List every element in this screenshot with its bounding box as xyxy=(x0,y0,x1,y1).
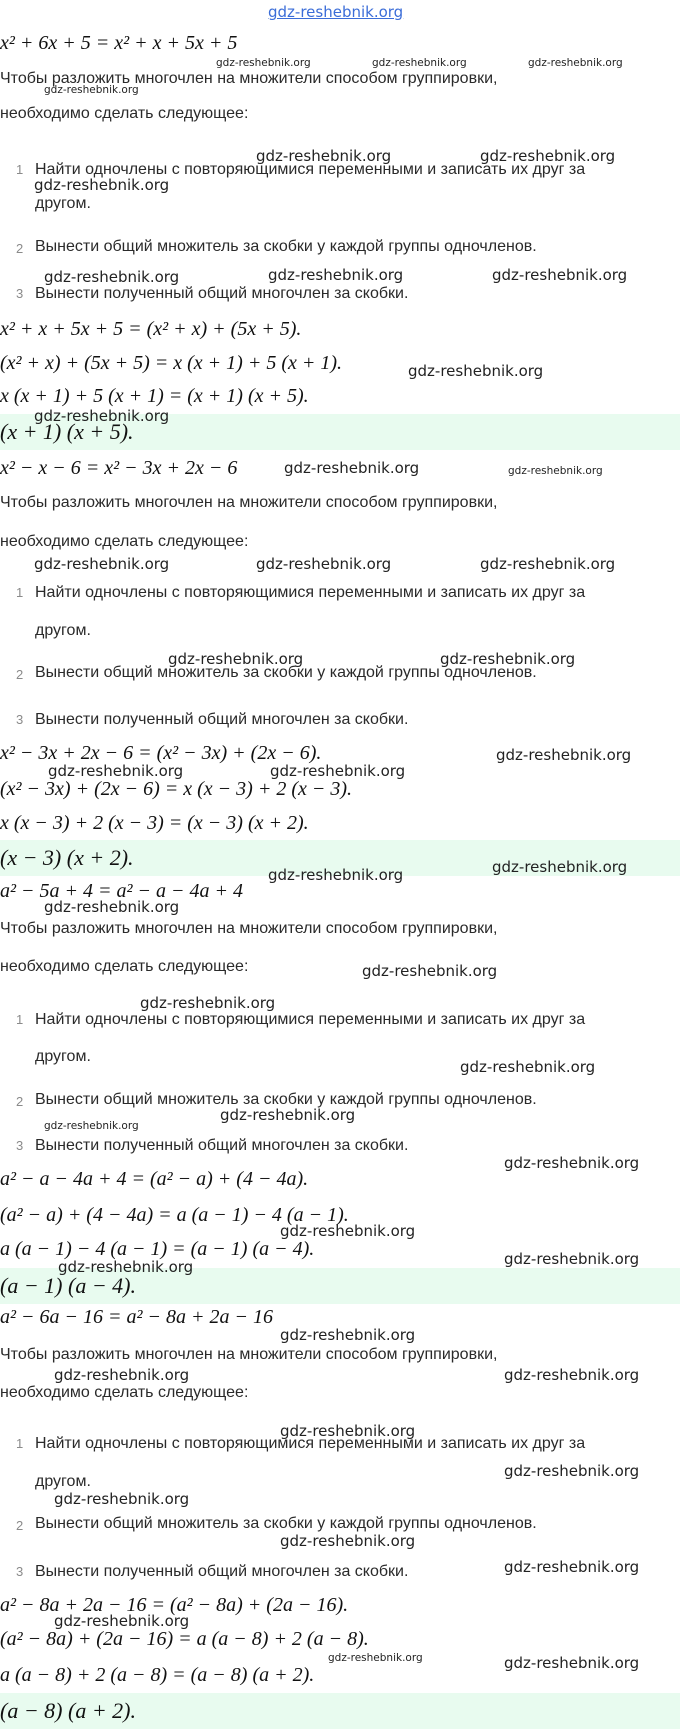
watermark: gdz-reshebnik.org xyxy=(44,1120,139,1132)
watermark: gdz-reshebnik.org xyxy=(34,407,170,425)
step-number: 3 xyxy=(16,712,24,727)
problem-4-step-2: (a² − 8a) + (2a − 16) = a (a − 8) + 2 (a − 8). xyxy=(0,1628,369,1650)
watermark: gdz-reshebnik.org xyxy=(256,555,392,573)
answer-text: (a − 1) (a − 4). xyxy=(0,1273,136,1298)
step-text: Вынести полученный общий многочлен за скобки. xyxy=(35,711,409,728)
watermark: gdz-reshebnik.org xyxy=(460,1058,596,1076)
answer-text: (x − 3) (x + 2). xyxy=(0,845,134,870)
intro-line-2: необходимо сделать следующее: xyxy=(0,105,249,122)
step-text: Найти одночлены с повторяющимися переменными и записать их друг за xyxy=(35,584,586,601)
intro-line-1: Чтобы разложить многочлен на множители способом группировки, xyxy=(0,494,498,511)
watermark: gdz-reshebnik.org xyxy=(44,898,180,916)
step-1-cont: другом. xyxy=(35,1473,91,1490)
step-text: Вынести полученный общий многочлен за скобки. xyxy=(35,285,409,302)
watermark: gdz-reshebnik.org xyxy=(256,147,392,165)
step-text: Вынести общий множитель за скобки у каждой группы одночленов. xyxy=(35,664,537,681)
step-number: 2 xyxy=(16,667,24,682)
intro-line-2: необходимо сделать следующее: xyxy=(0,958,249,975)
watermark: gdz-reshebnik.org xyxy=(508,465,603,477)
watermark: gdz-reshebnik.org xyxy=(504,1462,640,1480)
step-1-cont: другом. xyxy=(35,195,91,212)
problem-4-answer xyxy=(0,1693,680,1729)
problem-4-statement: a² − 6a − 16 = a² − 8a + 2a − 16 xyxy=(0,1306,273,1328)
intro-line-1: Чтобы разложить многочлен на множители способом группировки, xyxy=(0,920,498,937)
watermark: gdz-reshebnik.org xyxy=(408,362,544,380)
step-number: 2 xyxy=(16,1518,24,1533)
watermark: gdz-reshebnik.org xyxy=(480,555,616,573)
watermark: gdz-reshebnik.org xyxy=(54,1490,190,1508)
step-text: Вынести полученный общий многочлен за скобки. xyxy=(35,1563,409,1580)
problem-1-step-1: x² + x + 5x + 5 = (x² + x) + (5x + 5). xyxy=(0,318,302,340)
watermark: gdz-reshebnik.org xyxy=(328,1652,423,1664)
step-number: 1 xyxy=(16,162,24,177)
watermark: gdz-reshebnik.org xyxy=(504,1558,640,1576)
step-number: 3 xyxy=(16,286,24,301)
step-number: 2 xyxy=(16,241,24,256)
step-text: Вынести общий множитель за скобки у каждой группы одночленов. xyxy=(35,238,537,255)
watermark: gdz-reshebnik.org xyxy=(492,858,628,876)
problem-2-step-2: (x² − 3x) + (2x − 6) = x (x − 3) + 2 (x − 3). xyxy=(0,778,353,800)
watermark: gdz-reshebnik.org xyxy=(492,266,628,284)
step-text: Вынести полученный общий многочлен за скобки. xyxy=(35,1137,409,1154)
problem-3-statement: a² − 5a + 4 = a² − a − 4a + 4 xyxy=(0,880,243,902)
intro-line-1: Чтобы разложить многочлен на множители способом группировки, xyxy=(0,70,498,87)
problem-3-step-1: a² − a − 4a + 4 = (a² − a) + (4 − 4a). xyxy=(0,1168,309,1190)
watermark: gdz-reshebnik.org xyxy=(140,994,276,1012)
header-watermark-link[interactable]: gdz-reshebnik.org xyxy=(268,3,404,21)
answer-text: (a − 8) (a + 2). xyxy=(0,1698,136,1723)
problem-2-step-3: x (x − 3) + 2 (x − 3) = (x − 3) (x + 2). xyxy=(0,812,309,834)
watermark: gdz-reshebnik.org xyxy=(504,1654,640,1672)
watermark: gdz-reshebnik.org xyxy=(496,746,632,764)
step-number: 3 xyxy=(16,1138,24,1153)
watermark: gdz-reshebnik.org xyxy=(504,1154,640,1172)
step-number: 1 xyxy=(16,585,24,600)
watermark: gdz-reshebnik.org xyxy=(362,962,498,980)
watermark: gdz-reshebnik.org xyxy=(480,147,616,165)
watermark: gdz-reshebnik.org xyxy=(268,266,404,284)
watermark: gdz-reshebnik.org xyxy=(44,268,180,286)
intro-line-2: необходимо сделать следующее: xyxy=(0,1384,249,1401)
watermark: gdz-reshebnik.org xyxy=(216,57,311,69)
problem-3-step-3: a (a − 1) − 4 (a − 1) = (a − 1) (a − 4). xyxy=(0,1238,315,1260)
watermark: gdz-reshebnik.org xyxy=(54,1612,190,1630)
watermark: gdz-reshebnik.org xyxy=(44,84,139,96)
problem-1-statement: x² + 6x + 5 = x² + x + 5x + 5 xyxy=(0,32,238,54)
problem-1-step-3: x (x + 1) + 5 (x + 1) = (x + 1) (x + 5). xyxy=(0,385,309,407)
problem-2-step-1: x² − 3x + 2x − 6 = (x² − 3x) + (2x − 6). xyxy=(0,742,322,764)
watermark: gdz-reshebnik.org xyxy=(280,1422,416,1440)
watermark: gdz-reshebnik.org xyxy=(284,459,420,477)
problem-2-statement: x² − x − 6 = x² − 3x + 2x − 6 xyxy=(0,457,238,479)
intro-line-2: необходимо сделать следующее: xyxy=(0,533,249,550)
watermark: gdz-reshebnik.org xyxy=(34,555,170,573)
intro-line-1: Чтобы разложить многочлен на множители способом группировки, xyxy=(0,1346,498,1363)
watermark: gdz-reshebnik.org xyxy=(54,1366,190,1384)
step-text: Найти одночлены с повторяющимися переменными и записать их друг за xyxy=(35,1435,586,1452)
step-number: 3 xyxy=(16,1564,24,1579)
watermark: gdz-reshebnik.org xyxy=(168,650,304,668)
watermark: gdz-reshebnik.org xyxy=(220,1106,356,1124)
watermark: gdz-reshebnik.org xyxy=(268,866,404,884)
step-number: 1 xyxy=(16,1012,24,1027)
watermark: gdz-reshebnik.org xyxy=(48,762,184,780)
watermark: gdz-reshebnik.org xyxy=(372,57,467,69)
problem-1-step-2: (x² + x) + (5x + 5) = x (x + 1) + 5 (x + 1). xyxy=(0,352,343,374)
watermark: gdz-reshebnik.org xyxy=(504,1366,640,1384)
problem-4-step-3: a (a − 8) + 2 (a − 8) = (a − 8) (a + 2). xyxy=(0,1664,315,1686)
step-1-cont: другом. xyxy=(35,622,91,639)
step-text: Вынести общий множитель за скобки у каждой группы одночленов. xyxy=(35,1091,537,1108)
problem-4-step-1: a² − 8a + 2a − 16 = (a² − 8a) + (2a − 16). xyxy=(0,1594,349,1616)
watermark: gdz-reshebnik.org xyxy=(280,1326,416,1344)
step-number: 1 xyxy=(16,1436,24,1451)
step-1-cont: другом. xyxy=(35,1048,91,1065)
watermark: gdz-reshebnik.org xyxy=(280,1532,416,1550)
watermark: gdz-reshebnik.org xyxy=(528,57,623,69)
watermark: gdz-reshebnik.org xyxy=(280,1222,416,1240)
step-number: 2 xyxy=(16,1094,24,1109)
watermark: gdz-reshebnik.org xyxy=(440,650,576,668)
answer-text: (x + 1) (x + 5). xyxy=(0,419,134,444)
watermark: gdz-reshebnik.org xyxy=(504,1250,640,1268)
step-text: Найти одночлены с повторяющимися переменными и записать их друг за xyxy=(35,161,586,178)
watermark: gdz-reshebnik.org xyxy=(270,762,406,780)
step-text: Найти одночлены с повторяющимися переменными и записать их друг за xyxy=(35,1011,586,1028)
step-text: Вынести общий множитель за скобки у каждой группы одночленов. xyxy=(35,1515,537,1532)
watermark: gdz-reshebnik.org xyxy=(34,176,170,194)
watermark: gdz-reshebnik.org xyxy=(58,1258,194,1276)
problem-3-step-2: (a² − a) + (4 − 4a) = a (a − 1) − 4 (a − 1). xyxy=(0,1204,349,1226)
